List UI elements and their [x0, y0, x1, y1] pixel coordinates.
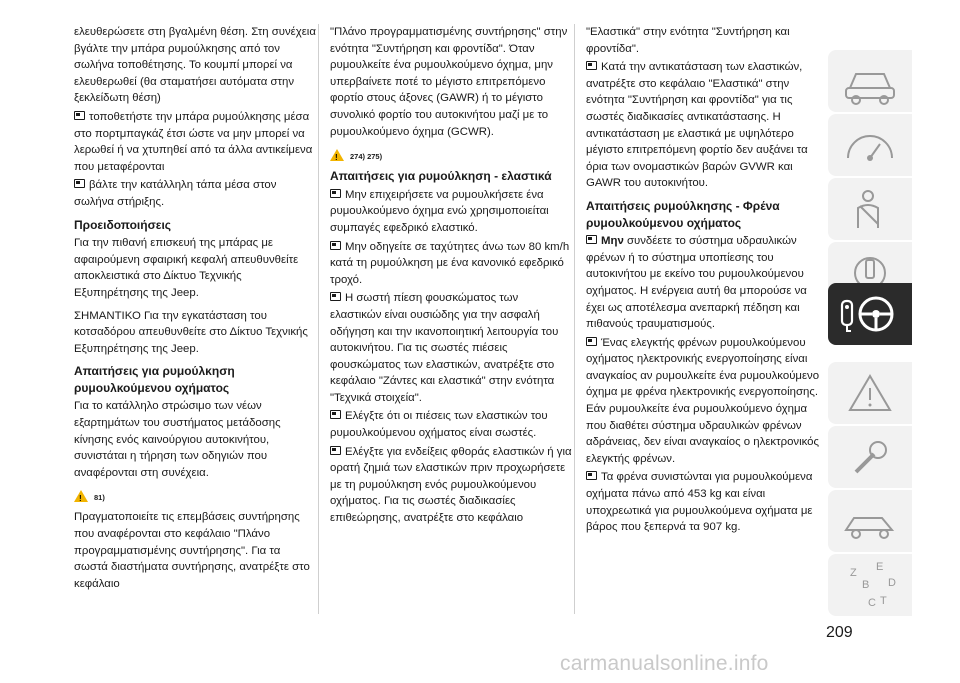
- index-letter: T: [880, 595, 887, 607]
- paragraph: "Πλάνο προγραμματισμένης συντήρησης" στην ενότητα "Συντήρηση και φροντίδα". Όταν ρυμουλκείτε ένα ρυμουλκούμενο όχημα, μην υπερβαίνετε ποτέ το μέγιστο επιτρεπόμενο φορτίο στους άξονες (GAWR) ή το μέγιστο συνολικό φορτίο του αυτοκινήτου μαζί με το ρυμουλκούμενο όχημα (GCWR).: [330, 26, 568, 138]
- bullet-icon: [74, 111, 85, 120]
- index-letter: Z: [850, 567, 857, 579]
- index-tab[interactable]: [828, 554, 912, 616]
- paragraph: Πραγματοποιείτε τις επεμβάσεις συντήρησης που αναφέρονται στο κεφάλαιο "Πλάνο προγραμματισμένης συντήρησης". Για τα σωστά διαστήματα συντήρησης, ανατρέξτε στο κεφάλαιο: [74, 511, 310, 590]
- bullet-item: [330, 408, 572, 441]
- bullet-icon: [330, 241, 341, 250]
- bullet-item: [74, 109, 316, 175]
- bullet-text: βάλτε την κατάλληλη τάπα μέσα στον σωλήνα στήριξης.: [74, 179, 277, 208]
- bullet-item: [330, 444, 572, 527]
- warning-icon: [330, 149, 344, 161]
- bold-text: Μην: [601, 235, 624, 248]
- bullet-text: Μην επιχειρήσετε να ρυμουλκήσετε ένα ρυμουλκούμενο όχημα ενώ χρησιμοποιείται συμπαγές εφεδρικό ελαστικό.: [330, 188, 549, 234]
- reference-number: 274) 275): [350, 152, 383, 162]
- bullet-text: Ελέγξτε για ενδείξεις φθοράς ελαστικών ή για ορατή ζημιά των ελαστικών πριν προχωρήσετε με τη ρυμούλκηση ενός ρυμουλκούμενου οχήματος. Για τις σωστές διαδικασίες επιθεώρησης, ανατρέξτε στο κεφάλαιο: [330, 445, 572, 525]
- bullet-text: Τα φρένα συνιστώνται για ρυμουλκούμενα οχήματα πάνω από 453 kg και είναι υποχρεωτικά για ρυμουλκούμενα οχήματα με βάρος που ξεπερνά τα 907 kg.: [586, 471, 813, 534]
- bullet-icon: [330, 292, 341, 301]
- bullet-item: [586, 59, 828, 192]
- watermark: carmanualsonline.info: [560, 652, 769, 675]
- seatbelt-icon: [828, 178, 912, 240]
- column-3: [586, 24, 828, 538]
- tools-tab[interactable]: [828, 426, 912, 488]
- paragraph: ελευθερώσετε στη βγαλμένη θέση. Στη συνέχεια βγάλτε την μπάρα ρυμούλκησης από τον σωλήνα τοποθέτησης. Το κουμπί μπορεί να ελευθερωθεί (θα σταματήσει αυτόματα στην ξεκλείδωτη θέση): [74, 26, 316, 105]
- paragraph: Για την πιθανή επισκευή της μπάρας με αφαιρούμενη σφαιρική κεφαλή απευθυνθείτε αποκλειστικά στο Δίκτυο Τεχνικής Εξυπηρέτησης της Jeep.: [74, 237, 299, 299]
- warning-reference: [74, 489, 316, 503]
- warning-reference: [330, 148, 572, 162]
- bullet-icon: [330, 189, 341, 198]
- paragraph: ΣΗΜΑΝΤΙΚΟ Για την εγκατάσταση του κοτσαδόρου απευθυνθείτε στο Δίκτυο Τεχνικής Εξυπηρέτησης της Jeep.: [74, 309, 308, 355]
- bullet-text: Ένας ελεγκτής φρένων ρυμουλκούμενου οχήματος ηλεκτρονικής ενεργοποίησης είναι αναγκαίος αν ρυμουλκείτε ένα ρυμουλκούμενο όχημα με φρένα ηλεκτρονικής ενεργοποίησης. Εάν ρυμουλκείτε ένα ρυμουλκούμενο όχημα που διαθέτει σύστημα υδραυλικών φρένων αδράνειας, δεν είναι αναγκαίος ο ηλεκτρονικός ελεγκτής φρένων.: [586, 336, 820, 465]
- bullet-text: συνδέετε το σύστημα υδραυλικών φρένων ή το σύστημα υποπίεσης του αυτοκινήτου με εκείνο του ρυμουλκούμενου οχήματος. Η ενέργεια αυτή θα μπορούσε να έχει ως αποτέλεσμα ανεπαρκή πέδηση και πιθανούς τραυματισμούς.: [586, 235, 807, 331]
- column-divider: [318, 24, 319, 614]
- bullet-text: Μην οδηγείτε σε ταχύτητες άνω των 80 km/h κατά τη ρυμούλκηση με ένα κανονικό εφεδρικό τροχό.: [330, 240, 570, 286]
- bullet-item: [330, 239, 572, 289]
- column-divider: [574, 24, 575, 614]
- bullet-text: Η σωστή πίεση φουσκώματος των ελαστικών είναι ουσιώδης για την ασφαλή οδήγηση και την ικανοποιητική λειτουργία του αυτοκινήτου. Για τις σωστές πιέσεις φουσκώματος των ελαστικών, ανατρέξτε στο κεφάλαιο "Ζάντες και ελαστικά" στην ενότητα "Τεχνικά στοιχεία".: [330, 292, 559, 404]
- warning-tab[interactable]: [828, 362, 912, 424]
- reference-number: 81): [94, 493, 105, 503]
- index-letter: C: [868, 597, 876, 609]
- bullet-item: [586, 335, 828, 468]
- bullet-item: [330, 290, 572, 406]
- driving-tab[interactable]: [828, 283, 912, 345]
- bullet-item: [74, 177, 316, 210]
- bullet-icon: [586, 61, 597, 70]
- section-heading: Προειδοποιήσεις: [74, 217, 172, 232]
- section-heading: Απαιτήσεις για ρυμούλκηση - ελαστικά: [330, 169, 552, 184]
- bullet-text: Ελέγξτε ότι οι πιέσεις των ελαστικών του ρυμουλκούμενου οχήματος είναι σωστές.: [330, 410, 548, 440]
- alphabet-index-icon: [828, 554, 912, 616]
- car-side-icon: [828, 490, 912, 552]
- steering-wheel-key-icon: [828, 283, 912, 345]
- index-letter: B: [862, 579, 870, 591]
- bullet-icon: [586, 471, 597, 480]
- section-heading: Απαιτήσεις για ρυμούλκηση ρυμουλκούμενου οχήματος: [74, 364, 235, 395]
- paragraph: "Ελαστικά" στην ενότητα "Συντήρηση και φροντίδα".: [586, 26, 790, 55]
- index-letter: D: [888, 577, 896, 589]
- car-icon: [828, 50, 912, 112]
- bullet-item: [586, 469, 828, 535]
- index-letter: E: [876, 561, 884, 573]
- bullet-item: [586, 233, 828, 333]
- bullet-text: τοποθετήστε την μπάρα ρυμούλκησης μέσα στο πορτμπαγκάζ έτσι ώστε να μην μπορεί να λερωθεί ή να χτυπηθεί από τα άλλα αντικείμενα που μεταφέρονται: [74, 110, 313, 173]
- bullet-icon: [74, 179, 85, 188]
- bullet-icon: [330, 410, 341, 419]
- section-heading: Απαιτήσεις ρυμούλκησης - Φρένα ρυμουλκούμενου οχήματος: [586, 198, 780, 230]
- bullet-icon: [586, 337, 597, 346]
- dashboard-tab[interactable]: [828, 114, 912, 176]
- column-1: [74, 24, 316, 594]
- car-info-tab[interactable]: [828, 50, 912, 112]
- gauge-icon: [828, 114, 912, 176]
- technical-data-tab[interactable]: [828, 490, 912, 552]
- safety-tab[interactable]: [828, 178, 912, 240]
- bullet-icon: [586, 235, 597, 244]
- warning-icon: [74, 490, 88, 502]
- wrench-icon: [828, 426, 912, 488]
- warning-triangle-icon: [828, 362, 912, 424]
- bullet-text: Κατά την αντικατάσταση των ελαστικών, ανατρέξτε στο κεφάλαιο "Ελαστικά" στην ενότητα "Συντήρηση και φροντίδα" για τις σωστές διαδικασίες αντικατάστασης. Η αντικατάσταση με ελαστικά με υψηλότερο μέγιστο επιτρεπόμενη φορτίο δεν αυξάνει τα όρια των ονομαστικών βαρών GVWR και GAWR του αυτοκινήτου.: [586, 61, 808, 190]
- page-number: 209: [826, 624, 853, 641]
- bullet-icon: [330, 446, 341, 455]
- bullet-item: [330, 187, 572, 237]
- paragraph: Για το κατάλληλο στρώσιμο των νέων εξαρτημάτων του συστήματος μετάδοσης κίνησης ενός καινούργιου αυτοκινήτου, συνιστάται η τήρηση των οδηγιών που αναφέρονται στη συνέχεια.: [74, 400, 281, 479]
- column-2: [330, 24, 572, 529]
